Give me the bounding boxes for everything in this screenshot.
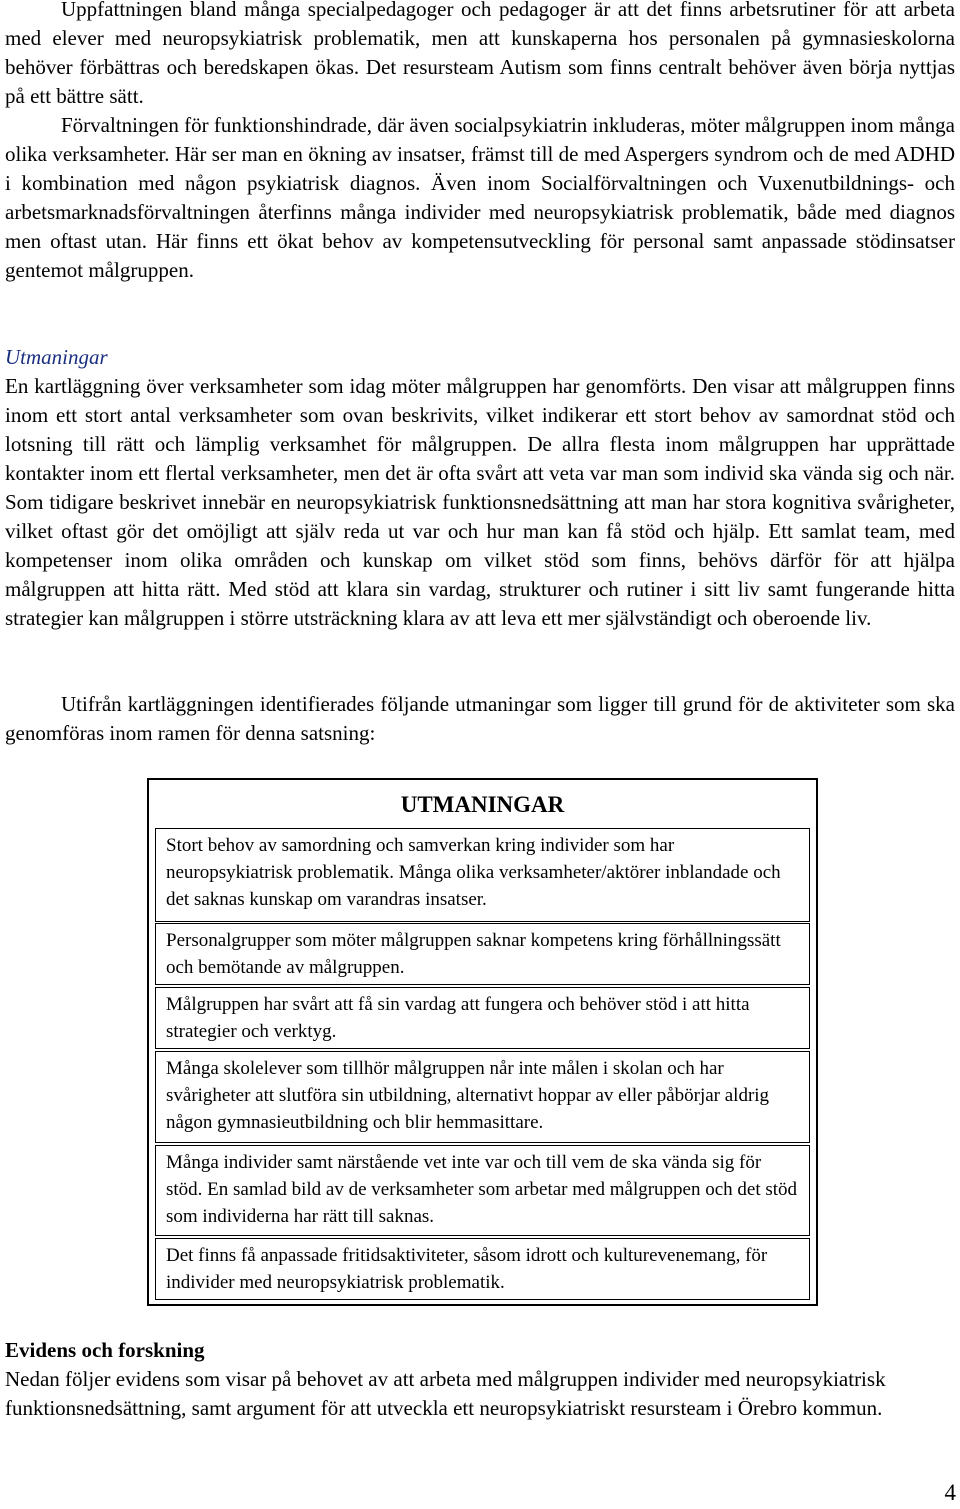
- challenges-table: [147, 778, 818, 1306]
- challenge-item: Det finns få anpassade fritidsaktiviteter, såsom idrott och kulturevenemang, för individer med neuropsykiatrisk problematik.: [155, 1238, 810, 1300]
- section-heading-utmaningar: Utmaningar: [5, 345, 108, 369]
- challenge-item: Många skolelever som tillhör målgruppen når inte målen i skolan och har svårigheter att slutföra sin utbildning, alternativt hoppar av eller påbörjar aldrig någon gymnasieutbildning och blir hemmasittare.: [155, 1051, 810, 1143]
- challenge-item: Personalgrupper som möter målgruppen saknar kompetens kring förhållningssätt och bemötande av målgruppen.: [155, 923, 810, 985]
- section-heading-evidens: Evidens och forskning: [5, 1338, 205, 1362]
- evidens-paragraph: Nedan följer evidens som visar på behovet av att arbeta med målgruppen individer med neuropsykiatrisk funktionsnedsättning, samt argument för att utveckla ett neuropsykiatriskt resursteam i Örebro kommun.: [5, 1367, 886, 1420]
- utmaningar-paragraph-1: En kartläggning över verksamheter som idag möter målgruppen har genomförts. Den visar att målgruppen finns inom ett stort antal verksamheter som ovan beskrivits, vilket indikerar ett stort behov av samordnat stöd och lotsning till rätt och lämplig verksamhet för målgruppen. De allra flesta inom målgruppen har upprättade kontakter inom ett flertal verksamheter, men det är ofta svårt att veta var man som individ ska vända sig och när. Som tidigare beskrivet innebär en neuropsykiatrisk funktionsnedsättning att man har stora kognitiva svårigheter, vilket oftast gör det omöjligt att själv reda ut var och hur man kan få stöd och hjälp. Ett samlat team, med kompetenser inom olika områden och kunskap om vilket stöd som finns, behövs därför för att hjälpa målgruppen att hitta rätt. Med stöd att klara sin vardag, strukturer och rutiner i sitt liv samt fungerande hitta strategier kan målgruppen i större utsträckning klara av att leva ett mer självständigt och oberoende liv.: [5, 374, 955, 630]
- page-number: 4: [944, 1480, 956, 1505]
- utmaningar-paragraph-2: Utifrån kartläggningen identifierades följande utmaningar som ligger till grund för de aktiviteter som ska genomföras inom ramen för denna satsning:: [5, 692, 955, 745]
- challenge-item: Målgruppen har svårt att få sin vardag att fungera och behöver stöd i att hitta strategier och verktyg.: [155, 987, 810, 1049]
- challenge-item: Många individer samt närstående vet inte var och till vem de ska vända sig för stöd. En samlad bild av de verksamheter som arbetar med målgruppen och det stöd som individerna har rätt till saknas.: [155, 1145, 810, 1236]
- challenges-table-title: UTMANINGAR: [400, 792, 565, 817]
- intro-paragraph-1: Uppfattningen bland många specialpedagoger och pedagoger är att det finns arbetsrutiner för att arbeta med elever med neuropsykiatrisk problematik, men att kunskaperna hos personalen på gymnasieskolorna behöver förbättras och beredskapen ökas. Det resursteam Autism som finns centralt behöver även börja nyttjas på ett bättre sätt.: [5, 0, 955, 108]
- challenge-item: Stort behov av samordning och samverkan kring individer som har neuropsykiatrisk problematik. Många olika verksamheter/aktörer inblandade och det saknas kunskap om varandras insatser.: [155, 828, 810, 922]
- intro-paragraph-2: Förvaltningen för funktionshindrade, där även socialpsykiatrin inkluderas, möter målgruppen inom många olika verksamheter. Här ser man en ökning av insatser, främst till de med Aspergers syndrom och de med ADHD i kombination med någon psykiatrisk diagnos. Även inom Socialförvaltningen och Vuxenutbildnings- och arbetsmarknadsförvaltningen återfinns många individer med neuropsykiatrisk problematik, både med diagnos men oftast utan. Här finns ett ökat behov av kompetensutveckling för personal samt anpassade stödinsatser gentemot målgruppen.: [5, 113, 955, 282]
